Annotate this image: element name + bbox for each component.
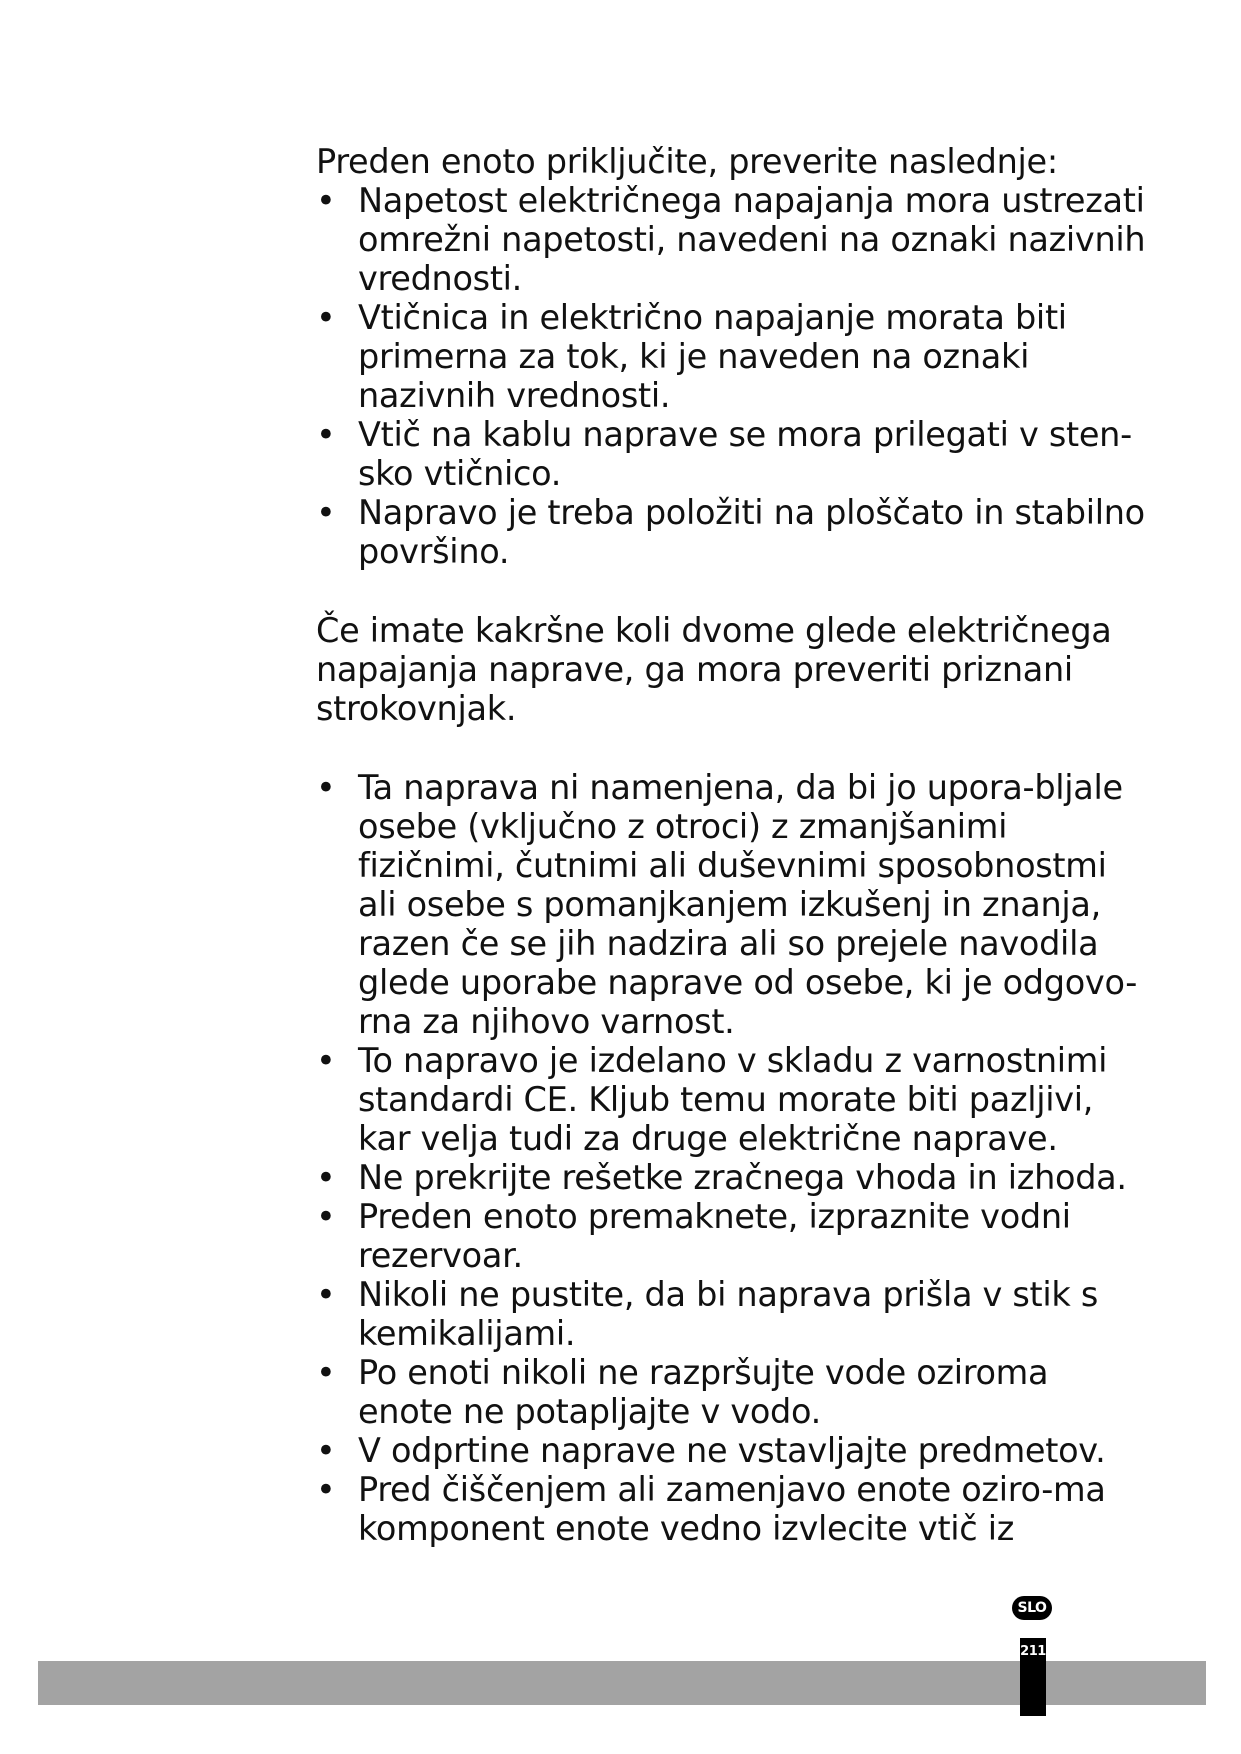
safety-instructions (316, 768, 1146, 1548)
checklist-item: • Vtič na kablu naprave se mora prilegati v sten-sko vtičnico. (316, 415, 1146, 493)
checklist-item: • Napetost električnega napajanja mora ustrezati omrežni napetosti, navedeni na oznaki nazivnih vrednosti. (316, 181, 1146, 298)
checklist-item: • Napravo je treba položiti na ploščato in stabilno površino. (316, 493, 1146, 571)
doubt-paragraph: Če imate kakršne koli dvome glede električnega napajanja naprave, ga mora preveriti priznani strokovnjak. (316, 611, 1112, 728)
safety-item: • Pred čiščenjem ali zamenjavo enote oziro-ma komponent enote vedno izvlecite vtič iz (316, 1470, 1146, 1548)
pre-connection-checklist (316, 181, 1146, 571)
manual-content (316, 142, 1146, 1548)
spacer (316, 728, 1146, 768)
spacer (316, 571, 1146, 611)
safety-item: • Ne prekrijte rešetke zračnega vhoda in izhoda. (316, 1158, 1146, 1197)
safety-item: • Nikoli ne pustite, da bi naprava prišla v stik s kemikalijami. (316, 1275, 1146, 1353)
safety-item: • Po enoti nikoli ne razpršujte vode oziroma enote ne potapljajte v vodo. (316, 1353, 1146, 1431)
safety-item: • Preden enoto premaknete, izpraznite vodni rezervoar. (316, 1197, 1146, 1275)
safety-item: • To napravo je izdelano v skladu z varnostnimi standardi CE. Kljub temu morate biti pazljivi, kar velja tudi za druge električne naprave. (316, 1041, 1146, 1158)
checklist-intro: Preden enoto priključite, preverite naslednje: (316, 142, 1058, 181)
language-badge: SLO (1012, 1596, 1052, 1620)
checklist-item: • Vtičnica in električno napajanje morata biti primerna za tok, ki je naveden na oznaki nazivnih vrednosti. (316, 298, 1146, 415)
page-number: 211 (1020, 1644, 1046, 1659)
safety-item: • V odprtine naprave ne vstavljajte predmetov. (316, 1431, 1146, 1470)
safety-item: • Ta naprava ni namenjena, da bi jo upora-bljale osebe (vključno z otroci) z zmanjšanimi fizičnimi, čutnimi ali duševnimi sposobnostmi ali osebe s pomanjkanjem izkušenj in znanja, razen če se jih nadzira ali so prejele navodila glede uporabe naprave od osebe, ki je odgovo-rna za njihovo varnost. (316, 768, 1146, 1041)
